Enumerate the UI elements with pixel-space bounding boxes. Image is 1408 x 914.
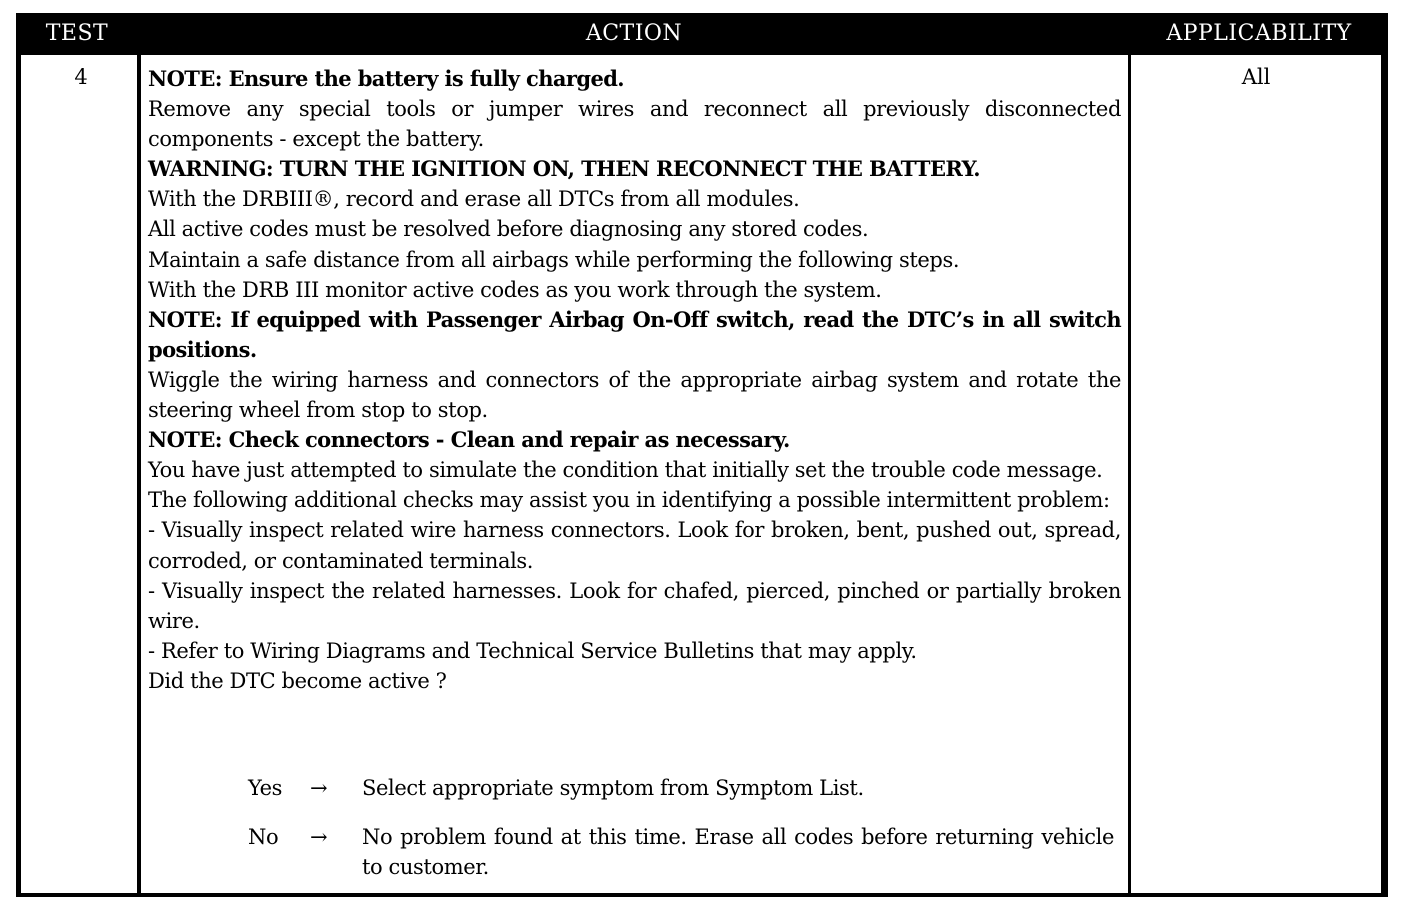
applicability-value: All bbox=[1241, 65, 1271, 89]
answer-list bbox=[248, 773, 1114, 901]
note-line: NOTE: Ensure the battery is fully charged. bbox=[148, 66, 625, 91]
instruction-line: Wiggle the wiring harness and connectors of the appropriate airbag system and rotate the steering wheel from stop to stop. bbox=[148, 367, 1121, 423]
header-test: TEST bbox=[45, 20, 109, 46]
instruction-line: Remove any special tools or jumper wires and reconnect all previously disconnected components - except the battery. bbox=[148, 97, 1121, 152]
test-cell bbox=[21, 55, 137, 893]
answer-no bbox=[248, 822, 1114, 882]
action-text bbox=[148, 64, 1121, 696]
answer-label: No bbox=[248, 825, 279, 849]
instruction-line: - Visually inspect the related harnesses. Look for chafed, pierced, pinched or partially broken wire. bbox=[148, 578, 1121, 633]
instruction-line: All active codes must be resolved before diagnosing any stored codes. bbox=[148, 217, 869, 242]
instruction-line: - Refer to Wiring Diagrams and Technical Service Bulletins that may apply. bbox=[148, 638, 917, 663]
arrow-right-icon: → bbox=[310, 825, 328, 849]
arrow-right-icon: → bbox=[310, 776, 328, 800]
instruction-line: The following additional checks may assist you in identifying a possible intermittent problem: bbox=[148, 488, 1110, 513]
instruction-line: You have just attempted to simulate the condition that initially set the trouble code message. bbox=[148, 458, 1103, 483]
instruction-line: Did the DTC become active ? bbox=[148, 668, 447, 693]
header-applicability: APPLICABILITY bbox=[1166, 20, 1352, 46]
note-line: NOTE: Check connectors - Clean and repair as necessary. bbox=[148, 427, 790, 453]
test-number: 4 bbox=[74, 65, 88, 89]
note-line: WARNING: TURN THE IGNITION ON, THEN RECONNECT THE BATTERY. bbox=[148, 156, 980, 182]
answer-label: Yes bbox=[248, 776, 283, 800]
note-line: NOTE: If equipped with Passenger Airbag On-Off switch, read the DTC’s in all switch positions. bbox=[148, 306, 1121, 362]
answer-text: Select appropriate symptom from Symptom List. bbox=[362, 776, 864, 800]
test-table bbox=[16, 13, 1388, 897]
instruction-line: With the DRBIII®, record and erase all DTCs from all modules. bbox=[148, 187, 800, 212]
header-action: ACTION bbox=[585, 20, 683, 46]
answer-yes bbox=[248, 773, 1114, 803]
applicability-cell bbox=[1131, 55, 1381, 893]
answer-text: No problem found at this time. Erase all codes before returning vehicle to customer. bbox=[362, 825, 1114, 879]
action-cell bbox=[141, 55, 1128, 893]
instruction-line: With the DRB III monitor active codes as you work through the system. bbox=[148, 277, 882, 302]
instruction-line: - Visually inspect related wire harness connectors. Look for broken, bent, pushed out, spread, corroded, or contaminated terminals. bbox=[148, 518, 1121, 573]
instruction-line: Maintain a safe distance from all airbags while performing the following steps. bbox=[148, 247, 960, 272]
